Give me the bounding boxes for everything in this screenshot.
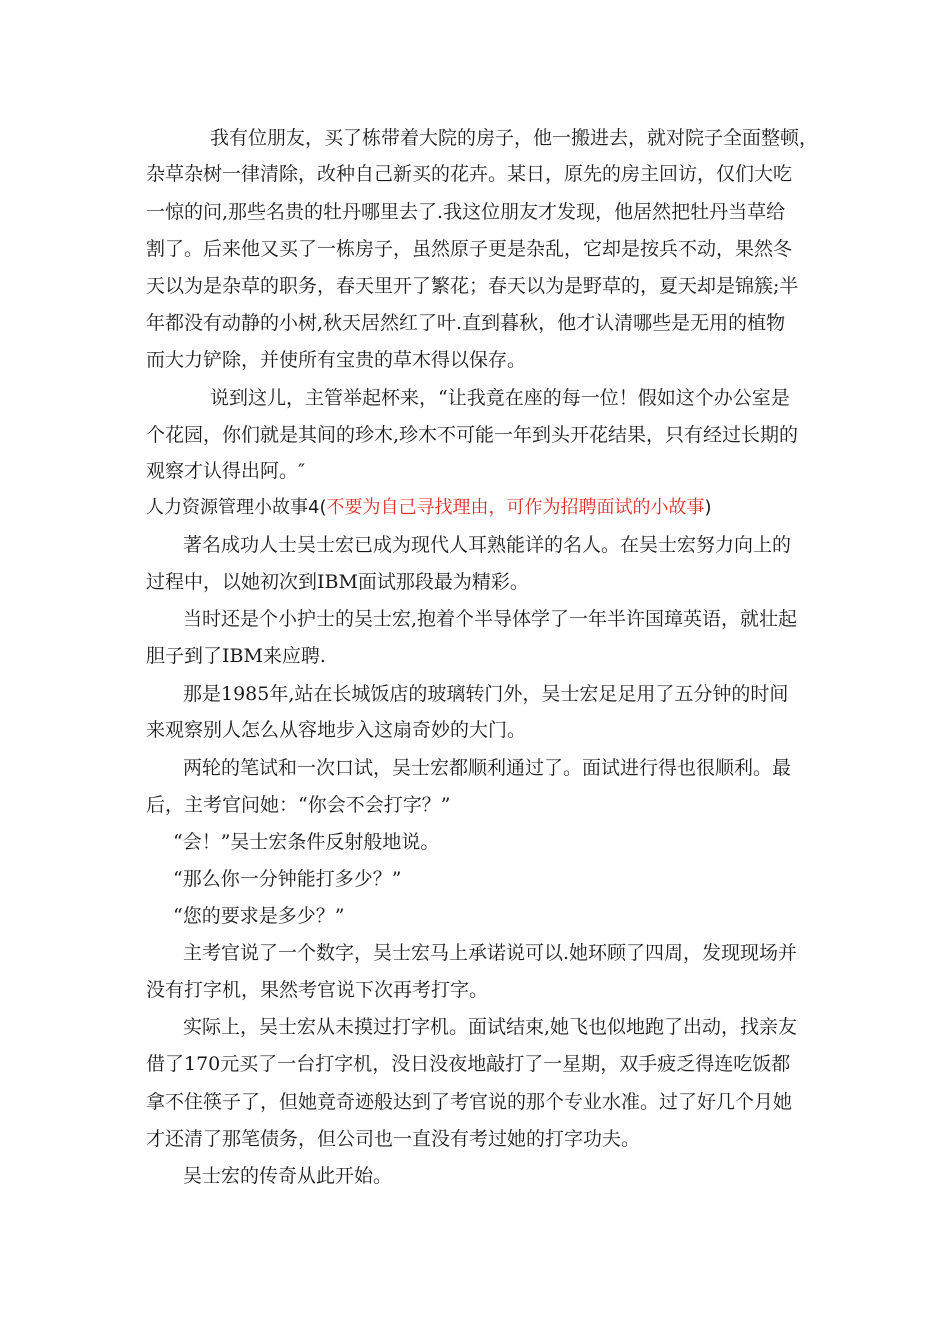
section-title <box>146 496 712 520</box>
text-line: 杂草杂树一律清除，改种自己新买的花卉。某日，原先的房主回访，仅们大吃 <box>146 163 793 185</box>
text-line: 一惊的问,那些名贵的牡丹哪里去了.我这位朋友才发现，他居然把牡丹当草给 <box>146 201 786 223</box>
text-line: 天以为是杂草的职务，春天里开了繁花；春天以为是野草的，夏天却是锦簇;半 <box>146 275 799 297</box>
section-title-main: 人力资源管理小故事4( <box>146 497 327 518</box>
text-line: 没有打字机，果然考官说下次再考打字。 <box>146 979 489 1001</box>
text-line: 实际上，吴士宏从未摸过打字机。面试结束,她飞也似地跑了出动，找亲友 <box>183 1016 798 1038</box>
text-line: 主考官说了一个数字，吴士宏马上承诺说可以.她环顾了四周，发现现场并 <box>183 942 798 964</box>
text-line: 那是1985年,站在长城饭店的玻璃转门外，吴士宏足足用了五分钟的时间 <box>183 683 789 705</box>
section-title-subtitle: 不要为自己寻找理由，可作为招聘面试的小故事 <box>326 497 705 518</box>
text-line: 借了170元买了一台打字机，没日没夜地敲打了一星期，双手疲乏得连吃饭都 <box>146 1053 791 1075</box>
text-line: “会！”吴士宏条件反射般地说。 <box>173 831 440 853</box>
text-line: 观察才认得出阿。″ <box>146 460 306 482</box>
text-line: 来观察别人怎么从容地步入这扇奇妙的大门。 <box>146 719 527 741</box>
text-line: 拿不住筷子了，但她竟奇迹般达到了考官说的那个专业水准。过了好几个月她 <box>146 1091 793 1113</box>
text-line: 才还清了那笔债务，但公司也一直没有考过她的打字功夫。 <box>146 1128 641 1150</box>
text-line: 当时还是个小护士的吴士宏,抱着个半导体学了一年半许国璋英语，就壮起 <box>183 608 798 630</box>
text-line: 吴士宏的传奇从此开始。 <box>183 1165 393 1187</box>
text-line: 我有位朋友，买了栋带着大院的房子，他一搬进去，就对院子全面整顿， <box>210 127 819 149</box>
text-line: 过程中，以她初次到IBM面试那段最为精彩。 <box>146 571 529 593</box>
text-line: 后，主考官问她：“你会不会打字？” <box>146 794 451 816</box>
text-line: 著名成功人士吴士宏已成为现代人耳熟能详的名人。在吴士宏努力向上的 <box>183 534 792 556</box>
text-line: 年都没有动静的小树,秋天居然红了叶.直到暮秋，他才认清哪些是无用的植物 <box>146 312 786 334</box>
text-line: “您的要求是多少？” <box>173 905 345 927</box>
text-line: 个花园，你们就是其间的珍木,珍木不可能一年到头开花结果，只有经过长期的 <box>146 424 799 446</box>
text-line: 说到这儿，主管举起杯来，“让我竟在座的每一位！假如这个办公室是 <box>210 387 790 409</box>
text-line: “那么你一分钟能打多少？” <box>173 868 402 890</box>
text-line: 割了。后来他又买了一栋房子，虽然原子更是杂乱，它却是按兵不动，果然冬 <box>146 238 793 260</box>
section-title-close: ) <box>704 497 712 518</box>
text-line: 而大力铲除，并使所有宝贵的草木得以保存。 <box>146 349 527 371</box>
text-line: 两轮的笔试和一次口试，吴士宏都顺利通过了。面试进行得也很顺利。最 <box>183 757 792 779</box>
text-line: 胆子到了IBM来应聘. <box>146 645 326 667</box>
